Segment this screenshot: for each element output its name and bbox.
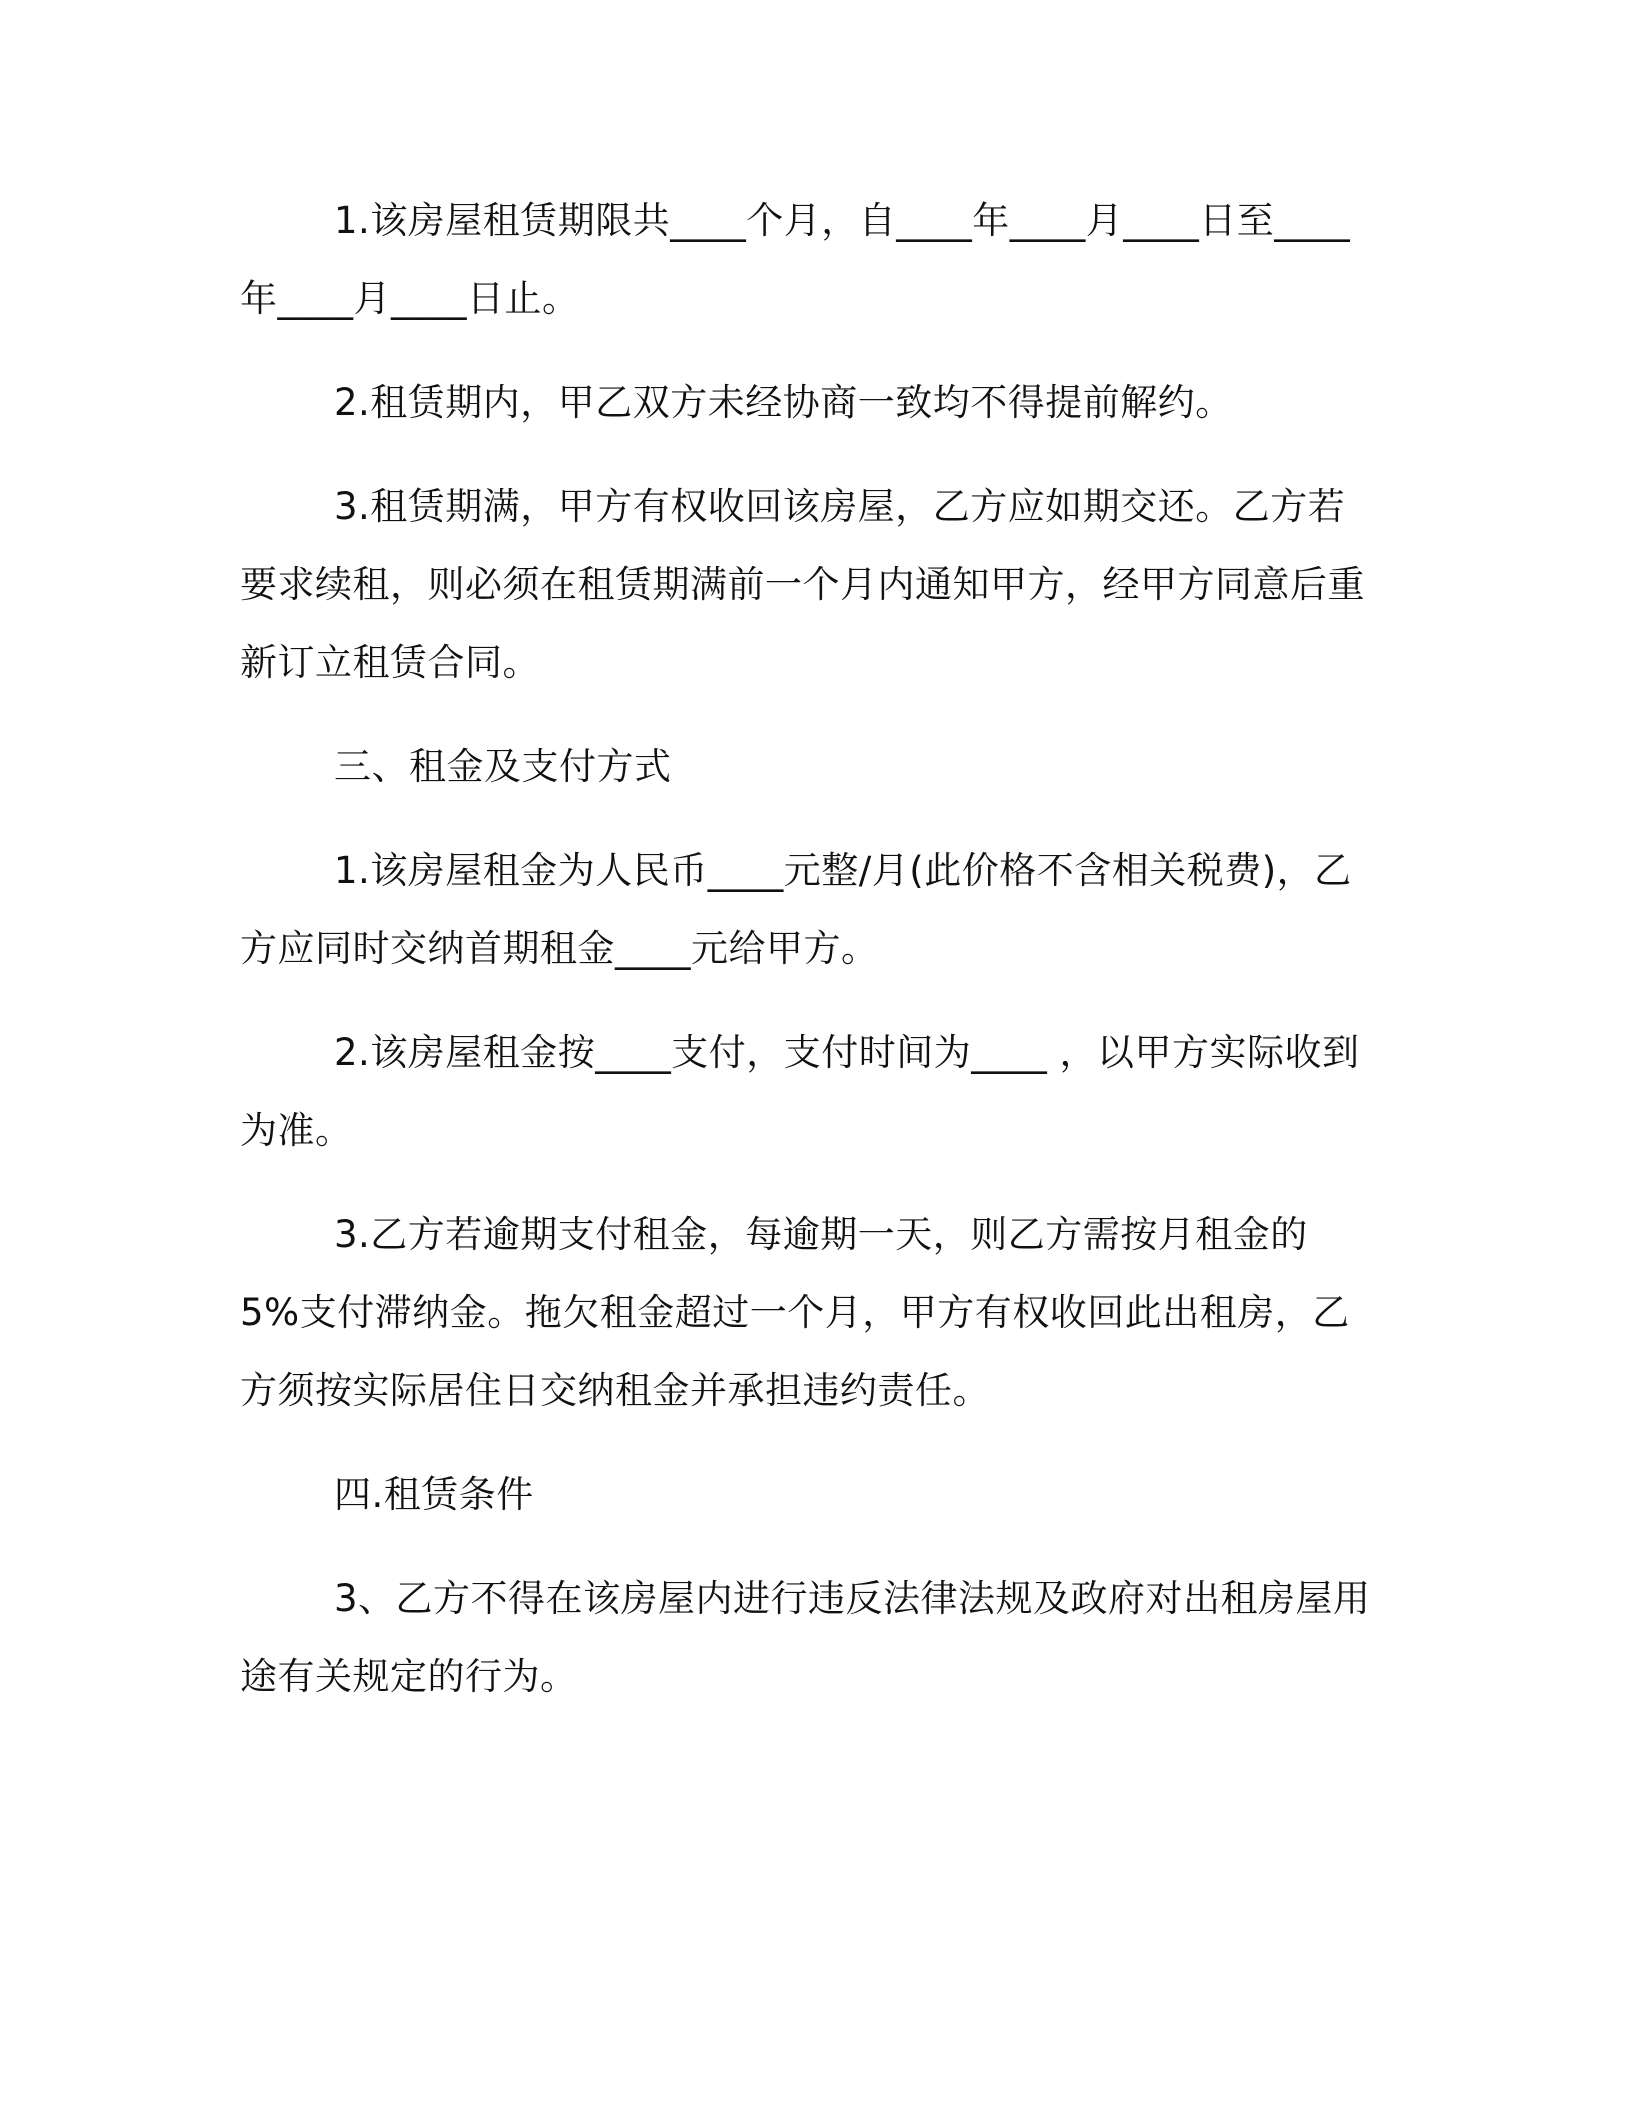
clause-no-early-termination: 2.租赁期内，甲乙双方未经协商一致均不得提前解约。 bbox=[334, 381, 1233, 424]
clause-rent-amount: 1.该房屋租金为人民币____元整/月(此价格不含相关税费)，乙方应同时交纳首期租金____元给甲方。 bbox=[240, 849, 1352, 970]
clause-lease-expiry: 3.租赁期满，甲方有权收回该房屋，乙方应如期交还。乙方若要求续租，则必须在租赁期满前一个月内通知甲方，经甲方同意后重新订立租赁合同。 bbox=[240, 485, 1365, 684]
clause-late-payment: 3.乙方若逾期支付租金，每逾期一天，则乙方需按月租金的 5%支付滞纳金。拖欠租金超过一个月，甲方有权收回此出租房，乙方须按实际居住日交纳租金并承担违约责任。 bbox=[240, 1213, 1350, 1412]
section-heading-conditions: 四.租赁条件 bbox=[334, 1473, 534, 1516]
section-heading-rent: 三、租金及支付方式 bbox=[334, 745, 672, 788]
clause-payment-schedule: 2.该房屋租金按____支付，支付时间为____ ，以甲方实际收到为准。 bbox=[240, 1031, 1360, 1152]
clause-lease-term: 1.该房屋租赁期限共____个月，自____年____月____日至____年____月____日止。 bbox=[240, 199, 1351, 320]
clause-lawful-use: 3、乙方不得在该房屋内进行违反法律法规及政府对出租房屋用途有关规定的行为。 bbox=[240, 1577, 1371, 1698]
document-body bbox=[240, 182, 1378, 1742]
